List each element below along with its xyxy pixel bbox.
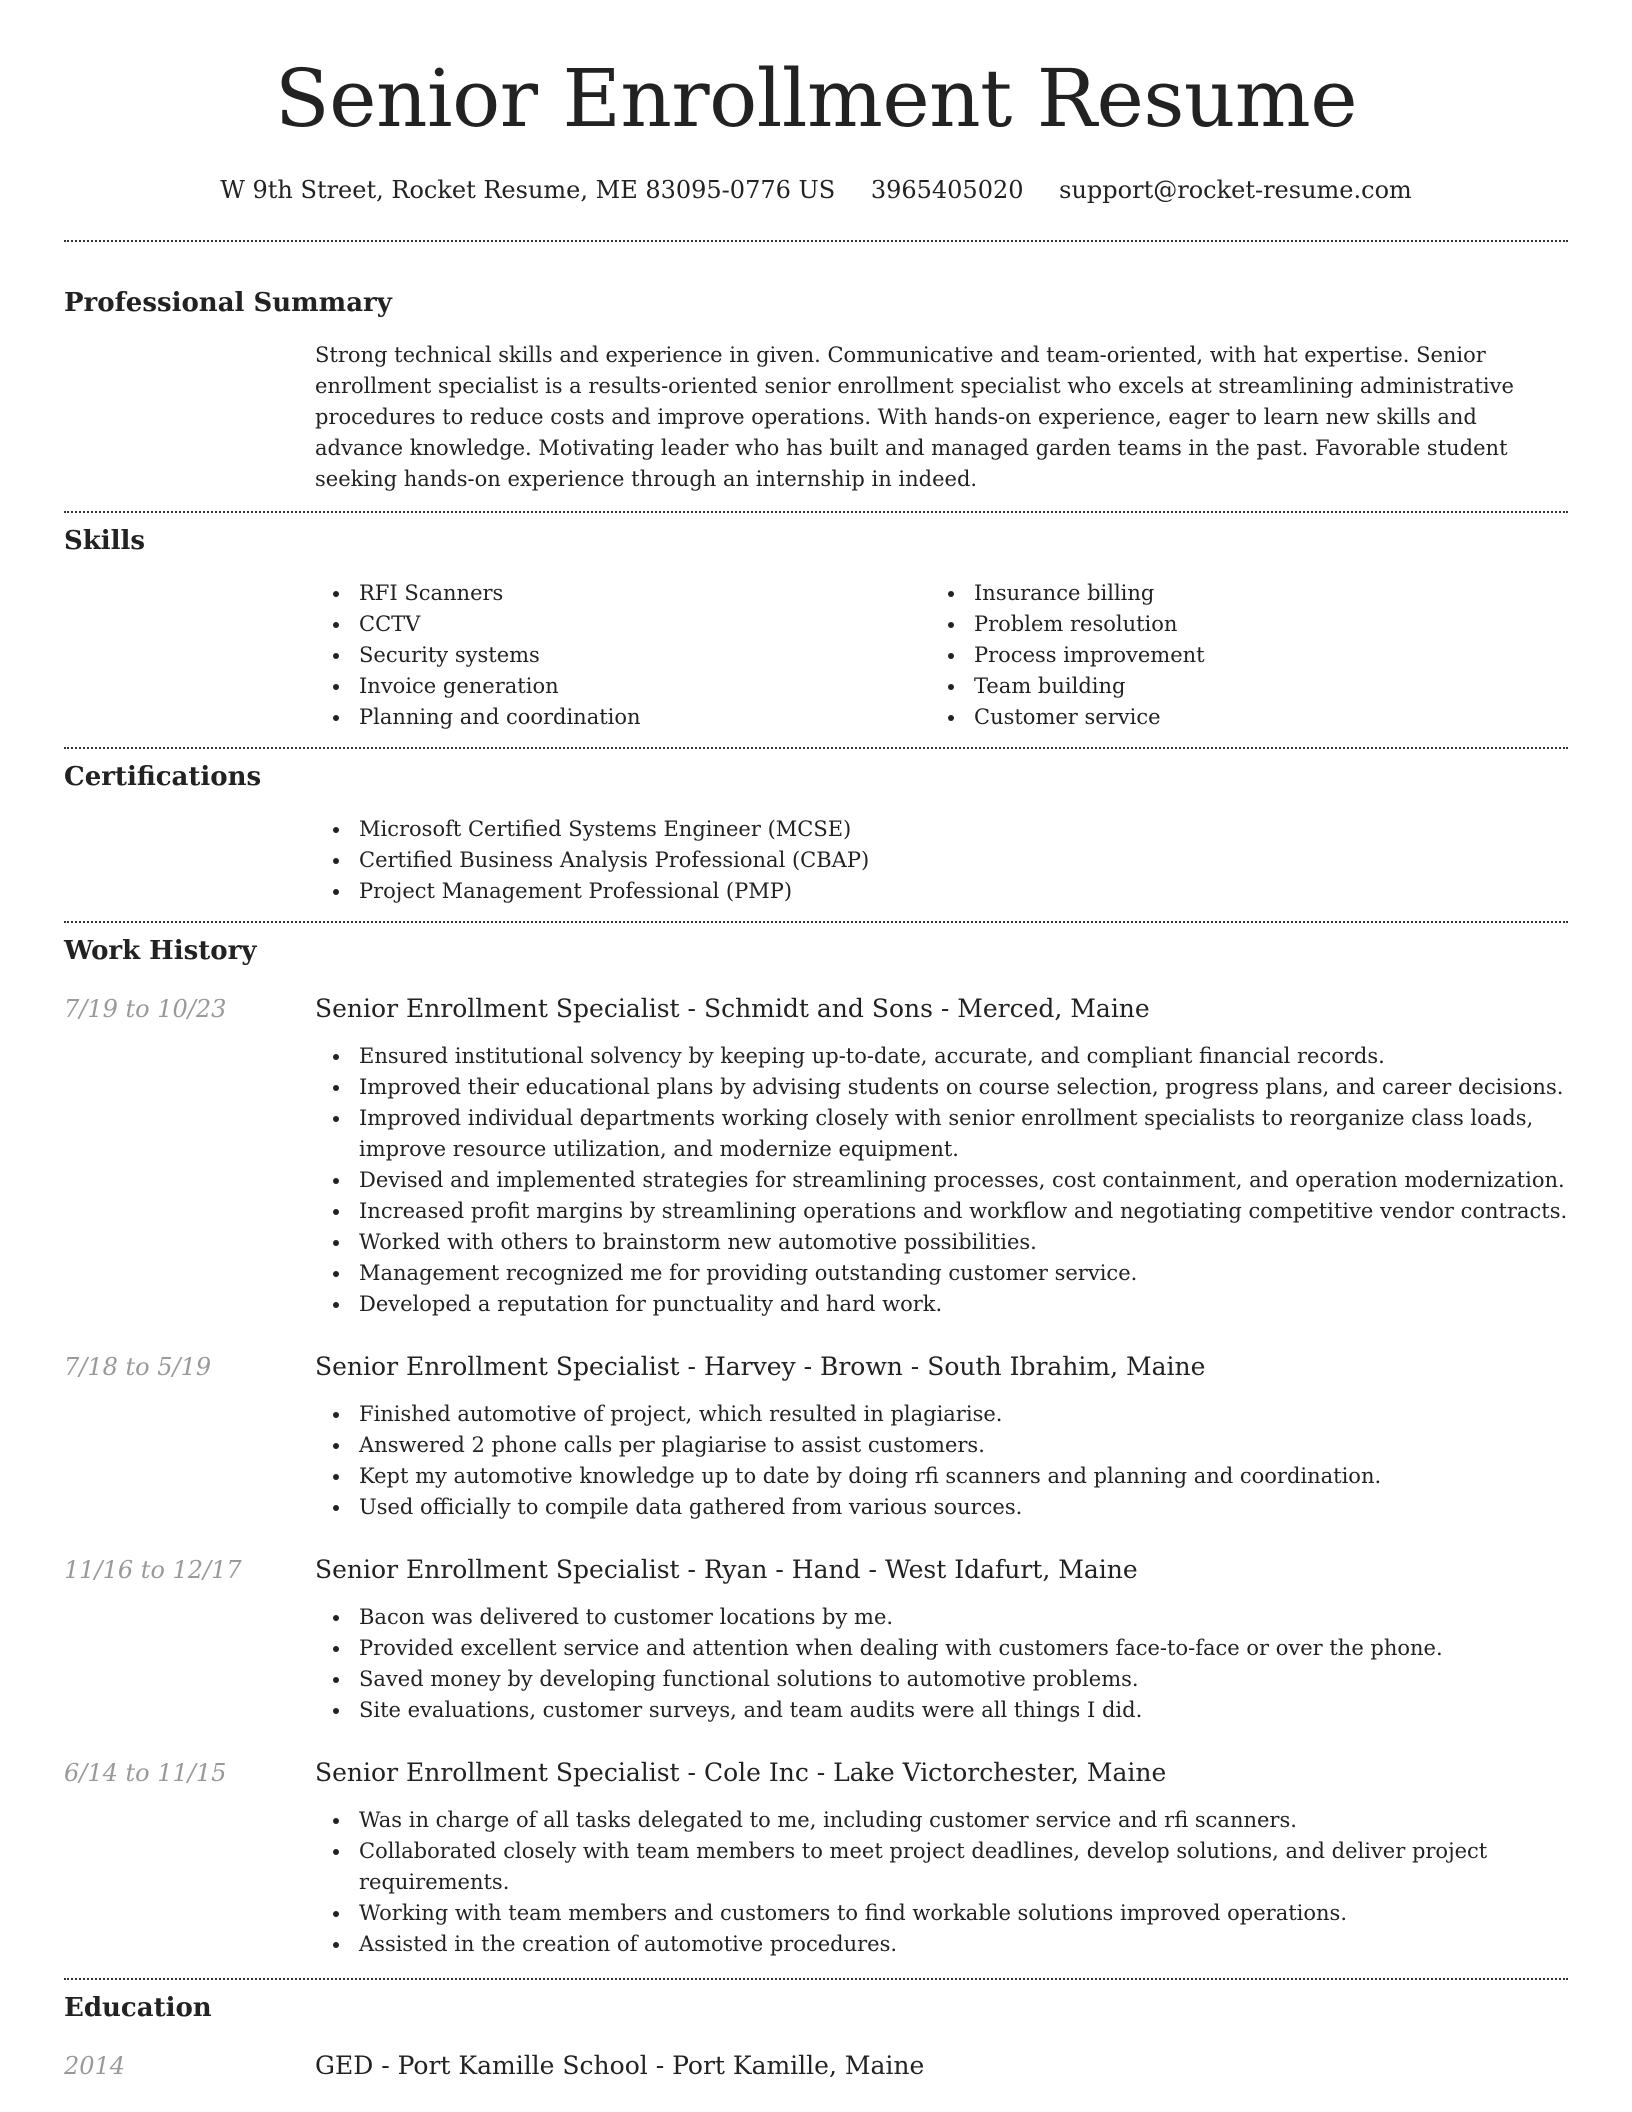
list-item: Security systems: [315, 640, 930, 671]
list-item: Customer service: [930, 702, 1545, 733]
job-bullets: [315, 1602, 1568, 1726]
list-item: Ensured institutional solvency by keeping up-to-date, accurate, and compliant financial records.: [315, 1041, 1568, 1072]
education-section: [64, 1991, 1568, 2083]
contact-email: support@rocket-resume.com: [1059, 176, 1412, 204]
list-item: Worked with others to brainstorm new automotive possibilities.: [315, 1227, 1568, 1258]
list-item: Finished automotive of project, which resulted in plagiarise.: [315, 1399, 1568, 1430]
job-entry: [64, 992, 1568, 1026]
list-item: Problem resolution: [930, 609, 1545, 640]
divider: [64, 240, 1568, 242]
list-item: Assisted in the creation of automotive procedures.: [315, 1929, 1568, 1960]
list-item: Invoice generation: [315, 671, 930, 702]
skills-list-right: [930, 578, 1545, 733]
certifications-heading: Certifications: [64, 762, 262, 792]
job-title: Senior Enrollment Specialist - Cole Inc - Lake Victorchester, Maine: [315, 1758, 1167, 1787]
resume-page: [64, 0, 1568, 2083]
certifications-section: [64, 760, 1568, 907]
list-item: Process improvement: [930, 640, 1545, 671]
list-item: Bacon was delivered to customer locations by me.: [315, 1602, 1568, 1633]
work-heading: Work History: [64, 936, 257, 966]
job-title: Senior Enrollment Specialist - Ryan - Hand - West Idafurt, Maine: [315, 1555, 1138, 1584]
list-item: Provided excellent service and attention when dealing with customers face-to-face or over the phone.: [315, 1633, 1568, 1664]
list-item: Devised and implemented strategies for streamlining processes, cost containment, and operation modernization.: [315, 1165, 1568, 1196]
resume-title: Senior Enrollment Resume: [274, 52, 1358, 145]
list-item: Team building: [930, 671, 1545, 702]
divider: [64, 747, 1568, 749]
job-entry: [64, 1350, 1568, 1384]
certifications-list: [315, 814, 1568, 907]
contact-address: W 9th Street, Rocket Resume, ME 83095-0776 US: [220, 176, 836, 204]
job-date: 7/18 to 5/19: [64, 1353, 212, 1381]
skills-heading: Skills: [64, 526, 146, 556]
skills-list-left: [315, 578, 930, 733]
job-title: Senior Enrollment Specialist - Harvey - Brown - South Ibrahim, Maine: [315, 1352, 1206, 1381]
education-entry: [64, 2049, 1568, 2083]
list-item: Site evaluations, customer surveys, and team audits were all things I did.: [315, 1695, 1568, 1726]
education-title: GED - Port Kamille School - Port Kamille, Maine: [315, 2051, 925, 2080]
job-bullets: [315, 1041, 1568, 1320]
contact-phone: 3965405020: [870, 176, 1024, 204]
summary-heading: Professional Summary: [64, 288, 392, 318]
list-item: Improved individual departments working closely with senior enrollment specialists to reorganize class loads, improve resource utilization, and modernize equipment.: [315, 1103, 1568, 1165]
job-entry: [64, 1553, 1568, 1587]
contact-line: [64, 174, 1568, 206]
job-bullets: [315, 1805, 1568, 1960]
divider: [64, 921, 1568, 923]
list-item: Improved their educational plans by advising students on course selection, progress plans, and career decisions.: [315, 1072, 1568, 1103]
list-item: Microsoft Certified Systems Engineer (MCSE): [315, 814, 1568, 845]
list-item: Management recognized me for providing outstanding customer service.: [315, 1258, 1568, 1289]
list-item: CCTV: [315, 609, 930, 640]
list-item: Insurance billing: [930, 578, 1545, 609]
list-item: Used officially to compile data gathered from various sources.: [315, 1492, 1568, 1523]
list-item: Developed a reputation for punctuality and hard work.: [315, 1289, 1568, 1320]
list-item: Was in charge of all tasks delegated to me, including customer service and rfi scanners.: [315, 1805, 1568, 1836]
job-bullets: [315, 1399, 1568, 1523]
list-item: Answered 2 phone calls per plagiarise to assist customers.: [315, 1430, 1568, 1461]
divider: [64, 511, 1568, 513]
list-item: Working with team members and customers to find workable solutions improved operations.: [315, 1898, 1568, 1929]
summary-text: Strong technical skills and experience in given. Communicative and team-oriented, with hat expertise. Senior enrollment specialist is a results-oriented senior enrollment specialist who excels at streamlining administrative procedures to reduce costs and improve operations. With hands-on experience, eager to learn new skills and advance knowledge. Motivating leader who has built and managed garden teams in the past. Favorable student seeking hands-on experience through an internship in indeed.: [315, 343, 1514, 491]
divider: [64, 1978, 1568, 1980]
job-date: 7/19 to 10/23: [64, 995, 227, 1023]
skills-grid: [315, 578, 1568, 733]
list-item: Saved money by developing functional solutions to automotive problems.: [315, 1664, 1568, 1695]
list-item: Collaborated closely with team members to meet project deadlines, develop solutions, and deliver project requirements.: [315, 1836, 1568, 1898]
job-date: 11/16 to 12/17: [64, 1556, 242, 1584]
summary-section: [64, 286, 1568, 495]
list-item: Kept my automotive knowledge up to date by doing rfi scanners and planning and coordination.: [315, 1461, 1568, 1492]
work-section: [64, 934, 1568, 1960]
list-item: Project Management Professional (PMP): [315, 876, 1568, 907]
list-item: Certified Business Analysis Professional (CBAP): [315, 845, 1568, 876]
skills-section: [64, 524, 1568, 733]
job-title: Senior Enrollment Specialist - Schmidt and Sons - Merced, Maine: [315, 994, 1150, 1023]
education-heading: Education: [64, 1993, 212, 2023]
list-item: Increased profit margins by streamlining operations and workflow and negotiating competitive vendor contracts.: [315, 1196, 1568, 1227]
job-entry: [64, 1756, 1568, 1790]
list-item: RFI Scanners: [315, 578, 930, 609]
education-date: 2014: [64, 2052, 126, 2080]
job-date: 6/14 to 11/15: [64, 1759, 227, 1787]
list-item: Planning and coordination: [315, 702, 930, 733]
